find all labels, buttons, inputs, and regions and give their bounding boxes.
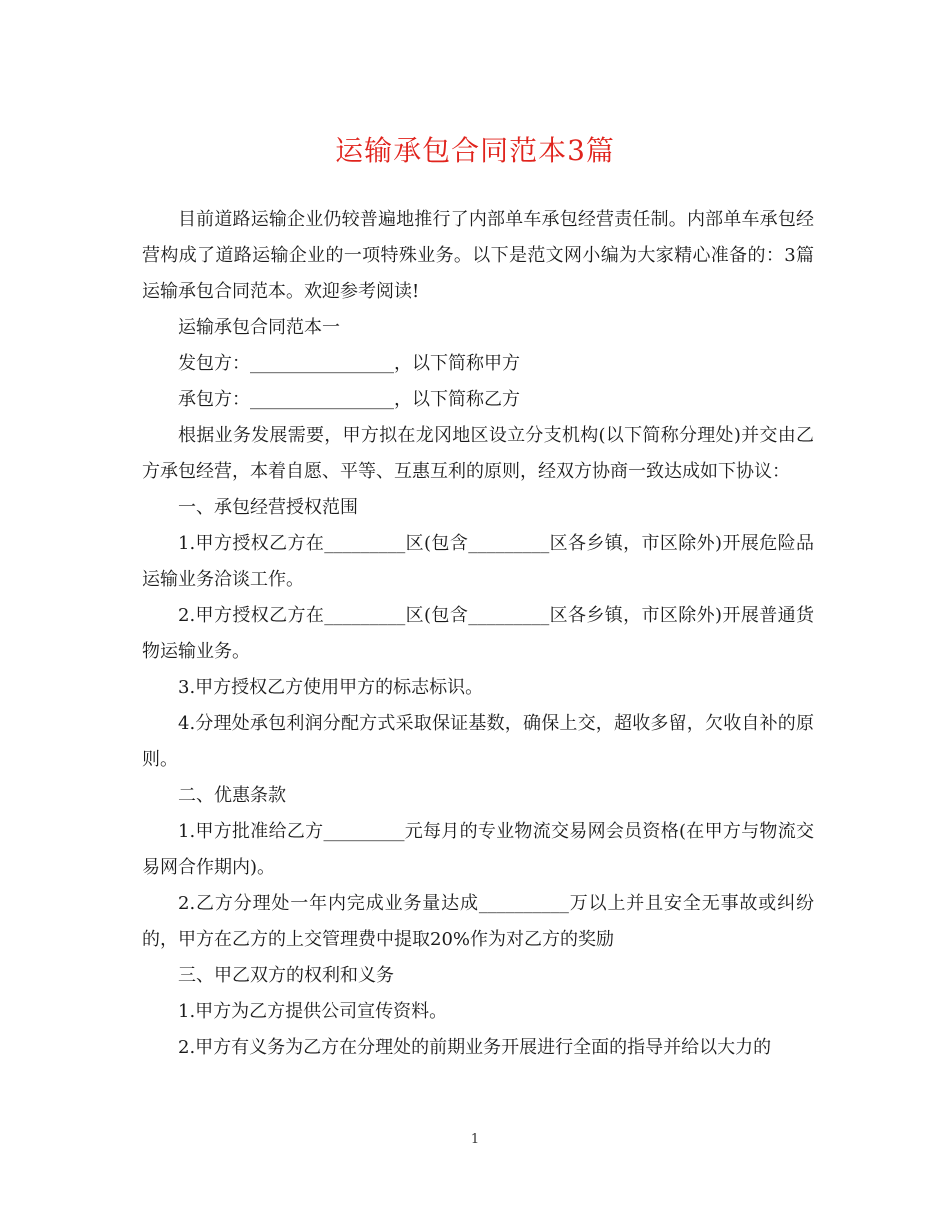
section-heading-authorization: 一、承包经营授权范围 [178,497,358,518]
page-number: 1 [470,1132,480,1147]
clause-3-1: 1.甲方为乙方提供公司宣传资料。 [178,1001,448,1022]
clause-1-4: 4.分理处承包利润分配方式采取保证基数，确保上交，超收多留，欠收自补的原则。 [142,713,814,770]
party-b-line: 承包方：________________，以下简称乙方 [178,389,520,410]
document-body [142,202,814,1066]
clause-1-2: 2.甲方授权乙方在_________区(包含_________区各乡镇，市区除外)开展普通货物运输业务。 [142,605,814,662]
document-title: 运输承包合同范本3篇 [335,134,615,167]
section-heading-preferential: 二、优惠条款 [178,785,286,806]
clause-1-1: 1.甲方授权乙方在_________区(包含_________区各乡镇，市区除外)开展危险品运输业务洽谈工作。 [142,533,814,590]
preamble-paragraph: 根据业务发展需要，甲方拟在龙冈地区设立分支机构(以下简称分理处)并交由乙方承包经营，本着自愿、平等、互惠互利的原则，经双方协商一致达成如下协议： [142,425,814,482]
section-heading-contract-one: 运输承包合同范本一 [178,317,340,338]
section-heading-rights: 三、甲乙双方的权利和义务 [178,965,394,986]
intro-paragraph: 目前道路运输企业仍较普遍地推行了内部单车承包经营责任制。内部单车承包经营构成了道路运输企业的一项特殊业务。以下是范文网小编为大家精心准备的：3篇运输承包合同范本。欢迎参考阅读! [142,209,814,302]
clause-2-2: 2.乙方分理处一年内完成业务量达成__________万以上并且安全无事故或纠纷的，甲方在乙方的上交管理费中提取20%作为对乙方的奖励 [142,893,814,950]
clause-1-3: 3.甲方授权乙方使用甲方的标志标识。 [178,677,484,698]
clause-2-1: 1.甲方批准给乙方_________元每月的专业物流交易网会员资格(在甲方与物流交易网合作期内)。 [142,821,814,878]
clause-3-2: 2.甲方有义务为乙方在分理处的前期业务开展进行全面的指导并给以大力的 [178,1037,772,1058]
party-a-line: 发包方：________________，以下简称甲方 [178,353,520,374]
